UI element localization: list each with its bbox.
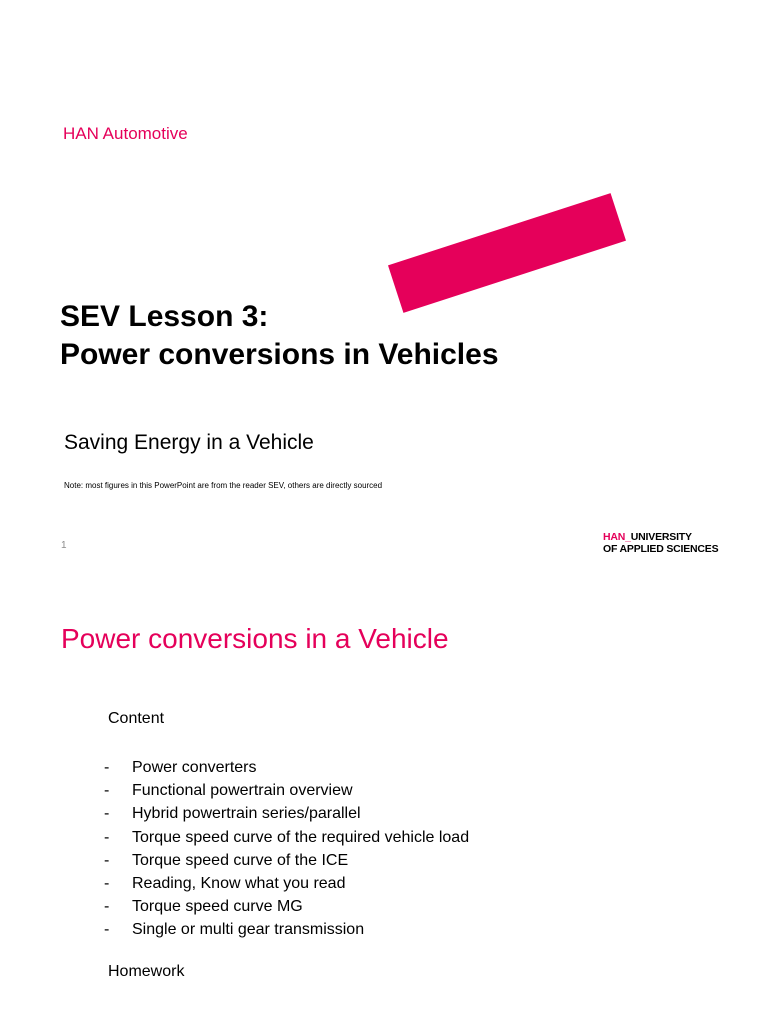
list-item <box>104 756 469 779</box>
bullet-dash: - <box>104 898 110 916</box>
slide-title <box>60 298 499 374</box>
homework-heading: Homework <box>108 963 185 980</box>
list-item <box>104 779 469 802</box>
bullet-dash: - <box>104 828 110 846</box>
university-logo <box>603 531 718 555</box>
content-slide-title: Power conversions in a Vehicle <box>61 623 449 654</box>
organization-label: HAN Automotive <box>63 124 188 143</box>
list-item <box>104 826 469 849</box>
list-item <box>104 849 469 872</box>
slide-subtitle: Saving Energy in a Vehicle <box>64 431 314 454</box>
bullet-dash: - <box>104 875 110 893</box>
bullet-dash: - <box>104 805 110 823</box>
bullet-dash: - <box>104 759 110 776</box>
list-item-text: Reading, Know what you read <box>132 875 346 893</box>
list-item-text: Single or multi gear transmission <box>132 921 365 939</box>
slide-title-line-2: Power conversions in Vehicles <box>60 338 499 371</box>
logo-han-text: HAN_ <box>603 531 631 543</box>
page-number: 1 <box>61 540 67 551</box>
content-slide <box>0 580 768 1024</box>
list-item <box>104 895 469 918</box>
bullet-dash: - <box>104 782 110 800</box>
list-item <box>104 872 469 895</box>
list-item-text: Torque speed curve of the required vehicle load <box>132 828 470 846</box>
list-item-text: Power converters <box>132 759 257 776</box>
slide-title-line-1: SEV Lesson 3: <box>60 300 269 333</box>
logo-line-1 <box>603 531 718 543</box>
list-item-text: Hybrid powertrain series/parallel <box>132 805 361 823</box>
list-item <box>104 802 469 825</box>
bullet-dash: - <box>104 921 110 939</box>
content-heading: Content <box>108 710 165 727</box>
bullet-dash: - <box>104 851 110 869</box>
list-item-text: Torque speed curve of the ICE <box>132 851 349 869</box>
source-note: Note: most figures in this PowerPoint are from the reader SEV, others are directly sourced <box>64 481 383 490</box>
logo-university-text: UNIVERSITY <box>630 531 692 543</box>
accent-bar-shape <box>388 193 626 313</box>
list-item-text: Functional powertrain overview <box>132 782 353 800</box>
list-item <box>104 918 469 941</box>
list-item-text: Torque speed curve MG <box>132 898 303 916</box>
logo-line-2: OF APPLIED SCIENCES <box>603 543 719 555</box>
content-bullet-list <box>104 756 469 942</box>
